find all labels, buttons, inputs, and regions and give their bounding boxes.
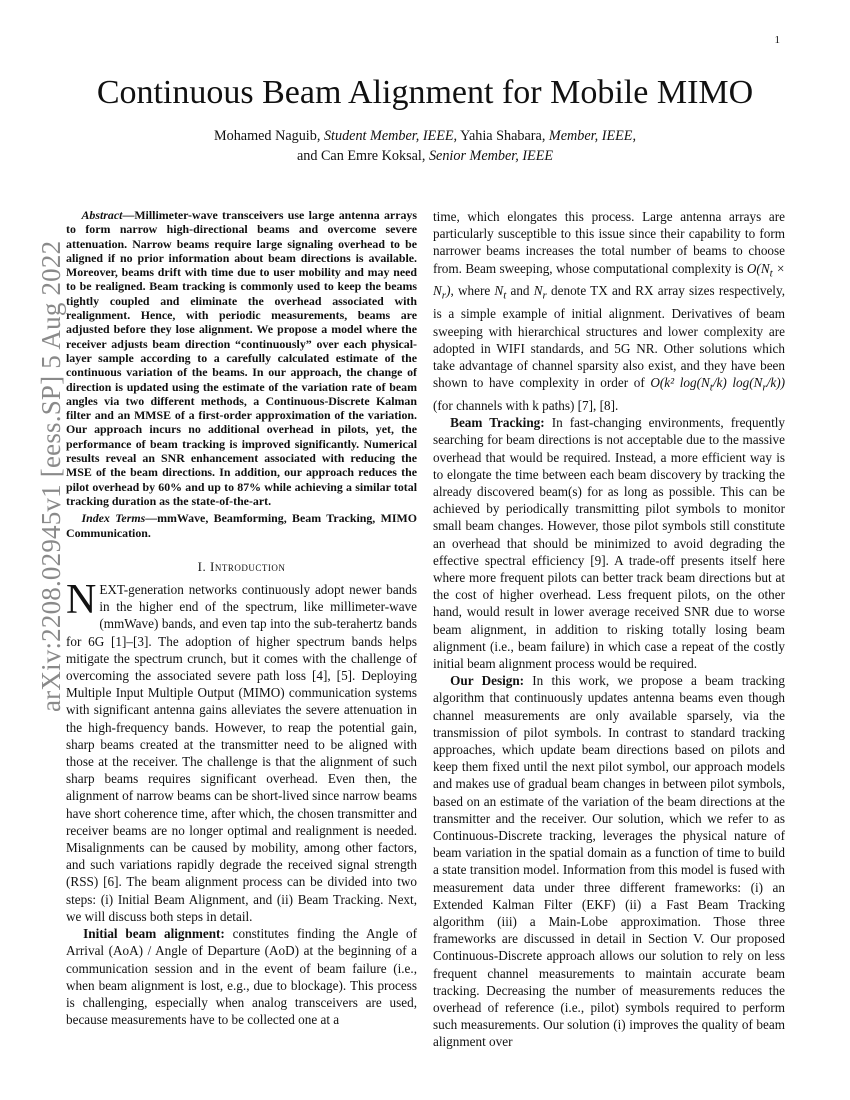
- math-sparse-complexity: O(k² $\log(N_t/k)$ $\log(N_r/k)$): [650, 375, 785, 394]
- author-koksal: and Can Emre Koksal,: [296, 148, 429, 164]
- abstract: [66, 208, 417, 508]
- our-design-text: In this work, we propose a beam tracking algorithm that continuously updates antenna beams even though channel measurements are only available sparsely, via the transmission of pilot symbols. In contrast to standard tracking approaches, which update beam directions based on pilots and keep them fixed until the next pilot symbol, our approach models and makes use of gradual beam changes in between pilot symbols, based on an estimate of the variation of the beam directions at the transmitter and the receiver. Our solution, which we refer to as Continuous-Discrete tracking, leverages the physical nature of beam variation in the spatial domain as a function of time to build a state transition model. Information from this model is fused with measurement data under three different frameworks: (i) an Extended Kalman Filter (EKF) (ii) a Fast Beam Tracking algorithm (iii) a Main-Lobe approximation. Those three frameworks are discussed in detail in Section V. Our proposed Continuous-Discrete approach allows our solution to rely on less frequent channel measurements to maintain accurate beam tracking. Decreasing the number of measurements reduces the overhead of reference (i.e., pilot) symbols required to perform such measurements. Our solution (i) improves the quality of beam alignment over: [433, 673, 785, 1050]
- left-column: [66, 208, 417, 1028]
- paragraph-heading: Our Design:: [450, 673, 525, 689]
- section-heading-introduction: [66, 558, 417, 575]
- index-terms: [66, 511, 417, 540]
- intro-paragraph-1: [66, 577, 417, 925]
- beam-tracking-text: In fast-changing environments, frequently searching for beam directions is not acceptable due to the massive overhead that would be required. Instead, a more efficient way is to elongate the time between each beam discovery by tracking the already discovered beam(s) for as long as possible. This can be achieved by periodically transmitting pilot symbols to monitor small beam changes. However, those pilot symbols still constitute an overhead that should be minimized to avoid degrading the effective spectral efficiency [9]. A trade-off presents itself here where more frequent pilots can better track beam directions but at the cost of higher overhead. Less frequent pilots, on the other hand, would result in lower average received SNR due to worse beam alignment, in addition to risking totally losing beam alignment (i.e., beam failure) in which case a repeat of the costly initial beam alignment process would be required.: [433, 415, 785, 671]
- author-shabara: Yahia Shabara,: [457, 128, 549, 144]
- right-paragraph-our-design: [433, 672, 785, 1050]
- author-line-1: [0, 126, 850, 146]
- abstract-label: Abstract: [81, 208, 123, 222]
- text-run: (for channels with k paths) [7], [8].: [433, 397, 619, 413]
- intro-text-2: constitutes finding the Angle of Arrival (AoA) / Angle of Departure (AoD) at the beginning of a communication session and in the event of beam failure (i.e., when beam alignment is lost, e.g., due to blockage). This process is challenging, especially when analog transceivers are used, because measurements have to be collected one at a: [66, 926, 417, 1028]
- author-line-2: [0, 146, 850, 166]
- math-nr: $N_r$: [533, 283, 547, 303]
- intro-paragraph-2: [66, 925, 417, 1028]
- author-naguib: Mohamed Naguib,: [214, 128, 324, 144]
- author-role: Student Member, IEEE,: [323, 128, 458, 144]
- author-role: Senior Member, IEEE: [428, 148, 554, 164]
- text-run: and: [506, 283, 534, 299]
- paragraph-heading: Initial beam alignment:: [83, 926, 225, 942]
- abstract-text: —Millimeter-wave transceivers use large antenna arrays to form narrow high-directional beams and overcome severe attenuation. Narrow beams require large signaling overhead to be aligned if no prior information about beam directions is available. Moreover, beams drift with time due to user mobility and may need to be realigned. Beam tracking is commonly used to keep the beams tightly coupled and eliminate the overhead associated with realignment. Hence, with periodic measurements, beams are adjusted before they lose alignment. We propose a model where the receiver adjusts beam direction “continuously” over each physical-layer sample according to a carefully calculated estimate of the continuous variation of the beams. In our approach, the change of direction is updated using the estimate of the variation rate of beam angles via two different methods, a Continuous-Discrete Kalman filter and an MMSE of a first-order approximation of the variation. Our approach incurs no additional overhead in pilots, yet, the performance of beam tracking is improved significantly. Numerical results reveal an SNR enhancement associated with reducing the MSE of the beam directions. In addition, our approach reduces the pilot overhead by 60% and up to 87% while achieving a similar total tracking duration as the state-of-the-art.: [66, 208, 417, 508]
- intro-text-1: EXT-generation networks continuously adopt newer bands in the higher end of the spectrum, like millimeter-wave (mmWave) bands, and even tap into the sub-terahertz bands for 6G [1]–[3]. The adoption of higher spectrum bands helps mitigate the spectrum crunch, but it comes with the challenge of overcoming the associated severe path loss [4], [5]. Deploying Multiple Input Multiple Output (MIMO) communication systems with significant antenna gains alleviates the severe attenuation in the high-frequency bands. However, to reap the potential gain, sharp beams created at the transmitter need to be aligned with those at the receiver. The challenge is that the alignment of such sharp beams requires significant overhead. Even then, the alignment of narrow beams can be short-lived since narrow beams have short coherence time, after which, the chosen transmitter and receiver beams are no longer optimal and realignment is needed. Misalignments can be caused by mobility, among other factors, and such variations rapidly degrade the received signal strength (RSS) [6]. The beam alignment process can be divided into two steps: (i) Initial Beam Alignment, and (ii) Beam Tracking. Next, we will discuss both steps in detail.: [66, 582, 417, 924]
- paper-title: Continuous Beam Alignment for Mobile MIMO: [96, 74, 754, 111]
- author-role: Member, IEEE,: [548, 128, 636, 144]
- right-column: [433, 208, 785, 1051]
- right-paragraph-1: [433, 208, 785, 414]
- math-nt: $N_t$: [494, 283, 507, 303]
- text-run: , where: [450, 283, 495, 299]
- section-heading-text: I. Introduction: [197, 558, 286, 574]
- text-run: denote TX and RX array sizes respectively, is a simple example of initial alignment. Derivatives of beam sweeping with hierarchical structures and lower complexity are adopted in WIFI standards, and 5G NR. Other solutions which take advantage of channel sparsity also exist, and they have been shown to have complexity in order of: [433, 283, 785, 391]
- index-terms-text: —mmWave, Beamforming, Beam Tracking, MIMO Communication.: [66, 511, 417, 540]
- right-paragraph-beam-tracking: [433, 414, 785, 672]
- text-run: time, which elongates this process. Large antenna arrays are particularly susceptible to this issue since their capability to form narrower beams increases the total number of beams to choose from. Beam sweeping, whose computational complexity is: [433, 209, 785, 276]
- page-number: 1: [774, 34, 780, 46]
- paragraph-heading: Beam Tracking:: [450, 415, 545, 431]
- index-terms-label: Index Terms: [81, 511, 146, 526]
- arxiv-identifier-stamp: arXiv:2208.02945v1 [eess.SP] 5 Aug 2022: [36, 240, 66, 712]
- author-list: [0, 126, 850, 166]
- math-complexity: $O(N_t \times N_r)$: [433, 260, 785, 303]
- drop-cap: N: [66, 577, 97, 624]
